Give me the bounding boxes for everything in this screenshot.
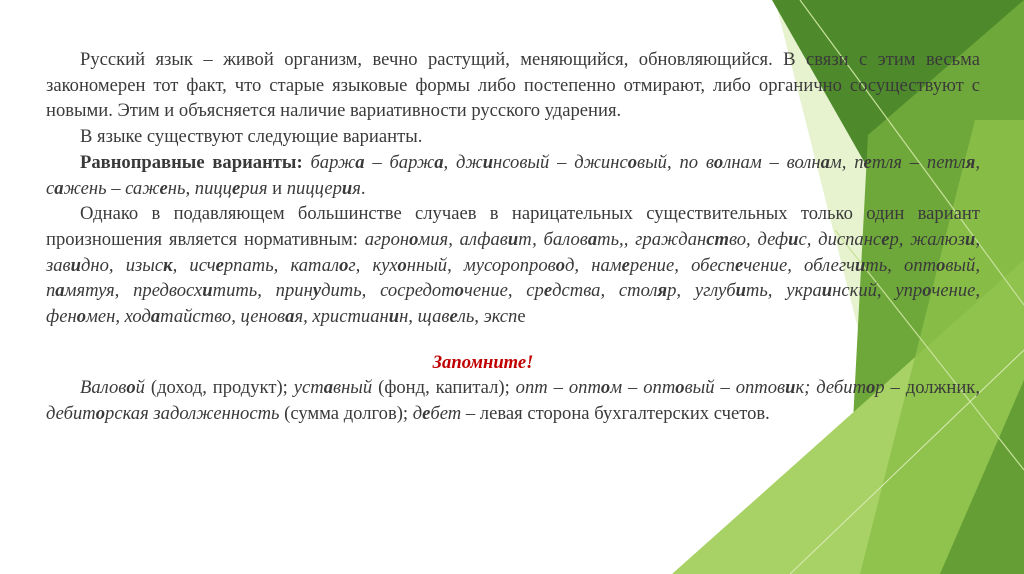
variant-examples: баржа – баржа, джинсовый – джинсовый, по волнам – волнам, петля – петля, сажень – сажень, пиццерия [46,151,980,199]
paragraph-economic-terms: Валовой (доход, продукт); уставный (фонд, капитал); опт – оптом – оптовый – оптовик; дебитор – должник, дебиторская задолженность (сумма долгов); дебет – левая сторона бухгалтерских счетов. [46,377,980,425]
equal-variants-label: Равноправные варианты: [80,151,303,173]
slide-body [46,47,980,427]
paragraph-equal-variants: Равноправные варианты: баржа – баржа, джинсовый – джинсовый, по волнам – волнам, петля – петля, сажень – сажень, пиццерия и пиццерия. [46,151,980,199]
paragraph-normative: Однако в подавляющем большинстве случаев в нарицательных существительных только один вариант произношения является нормативным: агрономия, алфавит, баловать,, гражданство, дефис, диспансер, жалюзи, завидно, изыск, исчерпать, каталог, кухонный, мусоропровод, намерение, обеспечение, облегчить, оптовый, памятуя, предвосхитить, принудить, сосредоточение, средства, столяр, углубить, украинский, упрочение, феномен, ходатайство, ценовая, христианин, щавель, экспе [46,203,981,328]
remember-heading: Запомните! [432,351,534,373]
paragraph-intro: Русский язык – живой организм, вечно растущий, меняющийся, обновляющийся. В связи с этим весьма закономерен тот факт, что старые языковые формы либо постепенно отмирают, либо органично сосуществуют с новыми. Этим и объясняется наличие вариативности русского ударения. [46,49,980,122]
normative-examples: агрономия, алфавит, баловать,, гражданство, дефис, диспансер, жалюзи, завидно, изыск, исчерпать, каталог, кухонный, мусоропровод, намерение, обеспечение, облегчить, оптовый, памятуя, предвосхитить, принудить, сосредоточение, средства, столяр, углубить, украинский, упрочение, феномен, ходатайство, ценовая, христианин, щавель, эксп [46,228,981,328]
paragraph-variants-intro: В языке существуют следующие варианты. [80,126,423,148]
